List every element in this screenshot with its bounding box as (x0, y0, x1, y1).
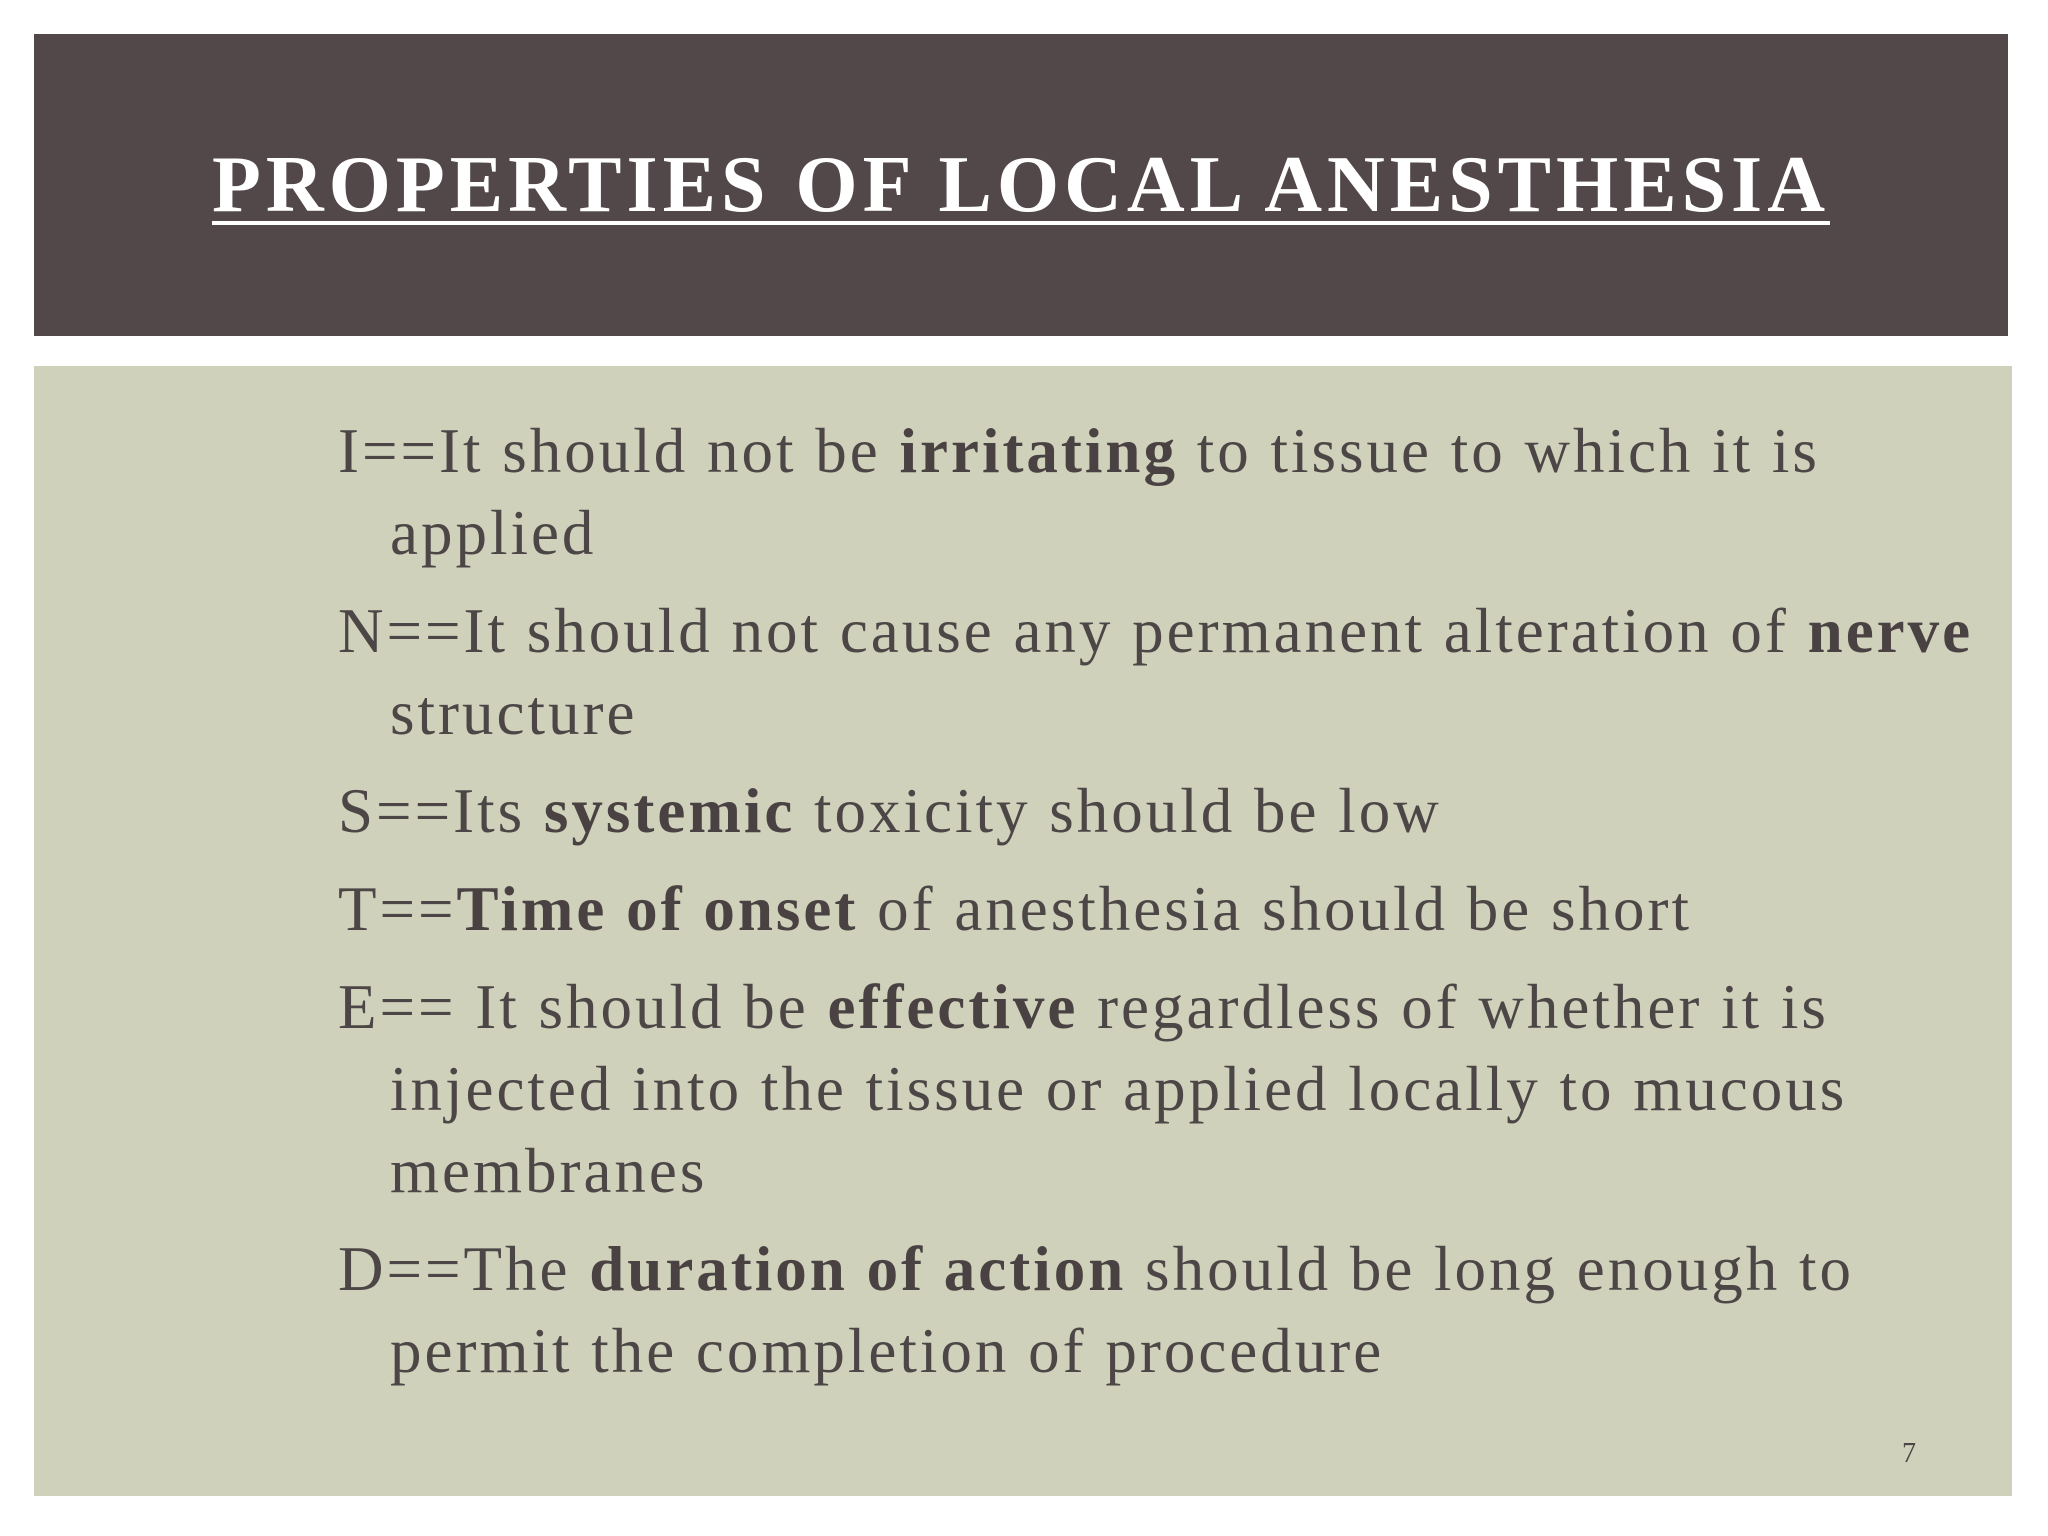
property-item-irritating (338, 410, 1978, 574)
property-text: D==The (338, 1234, 590, 1304)
property-text: regardless of whether it is injected into the tissue or applied locally to mucous membranes (390, 972, 1848, 1206)
property-keyword: systemic (543, 776, 796, 846)
property-keyword: nerve (1807, 596, 1974, 666)
property-keyword: Time of onset (456, 874, 859, 944)
slide-title: PROPERTIES OF LOCAL ANESTHESIA (212, 140, 1830, 229)
property-keyword: duration of action (589, 1234, 1127, 1304)
property-text: toxicity should be low (795, 776, 1442, 846)
property-text: to tissue to which it is applied (390, 416, 1820, 568)
page-number: 7 (1902, 1438, 1916, 1469)
property-list (338, 410, 1978, 1408)
content-panel (34, 366, 2012, 1496)
property-text: should be long enough to permit the completion of procedure (390, 1234, 1854, 1386)
property-keyword: effective (827, 972, 1079, 1042)
title-bar (34, 34, 2008, 336)
property-item-onset (338, 868, 1978, 950)
property-text: S==Its (338, 776, 544, 846)
property-text: of anesthesia should be short (858, 874, 1692, 944)
property-item-duration (338, 1228, 1978, 1392)
property-item-effective (338, 966, 1978, 1212)
property-text: T== (338, 874, 457, 944)
property-keyword: irritating (899, 416, 1178, 486)
property-text: structure (390, 678, 638, 748)
property-item-nerve (338, 590, 1978, 754)
property-text: E== It should be (338, 972, 828, 1042)
property-item-systemic (338, 770, 1978, 852)
property-text: N==It should not cause any permanent alteration of (338, 596, 1808, 666)
property-text: I==It should not be (338, 416, 900, 486)
